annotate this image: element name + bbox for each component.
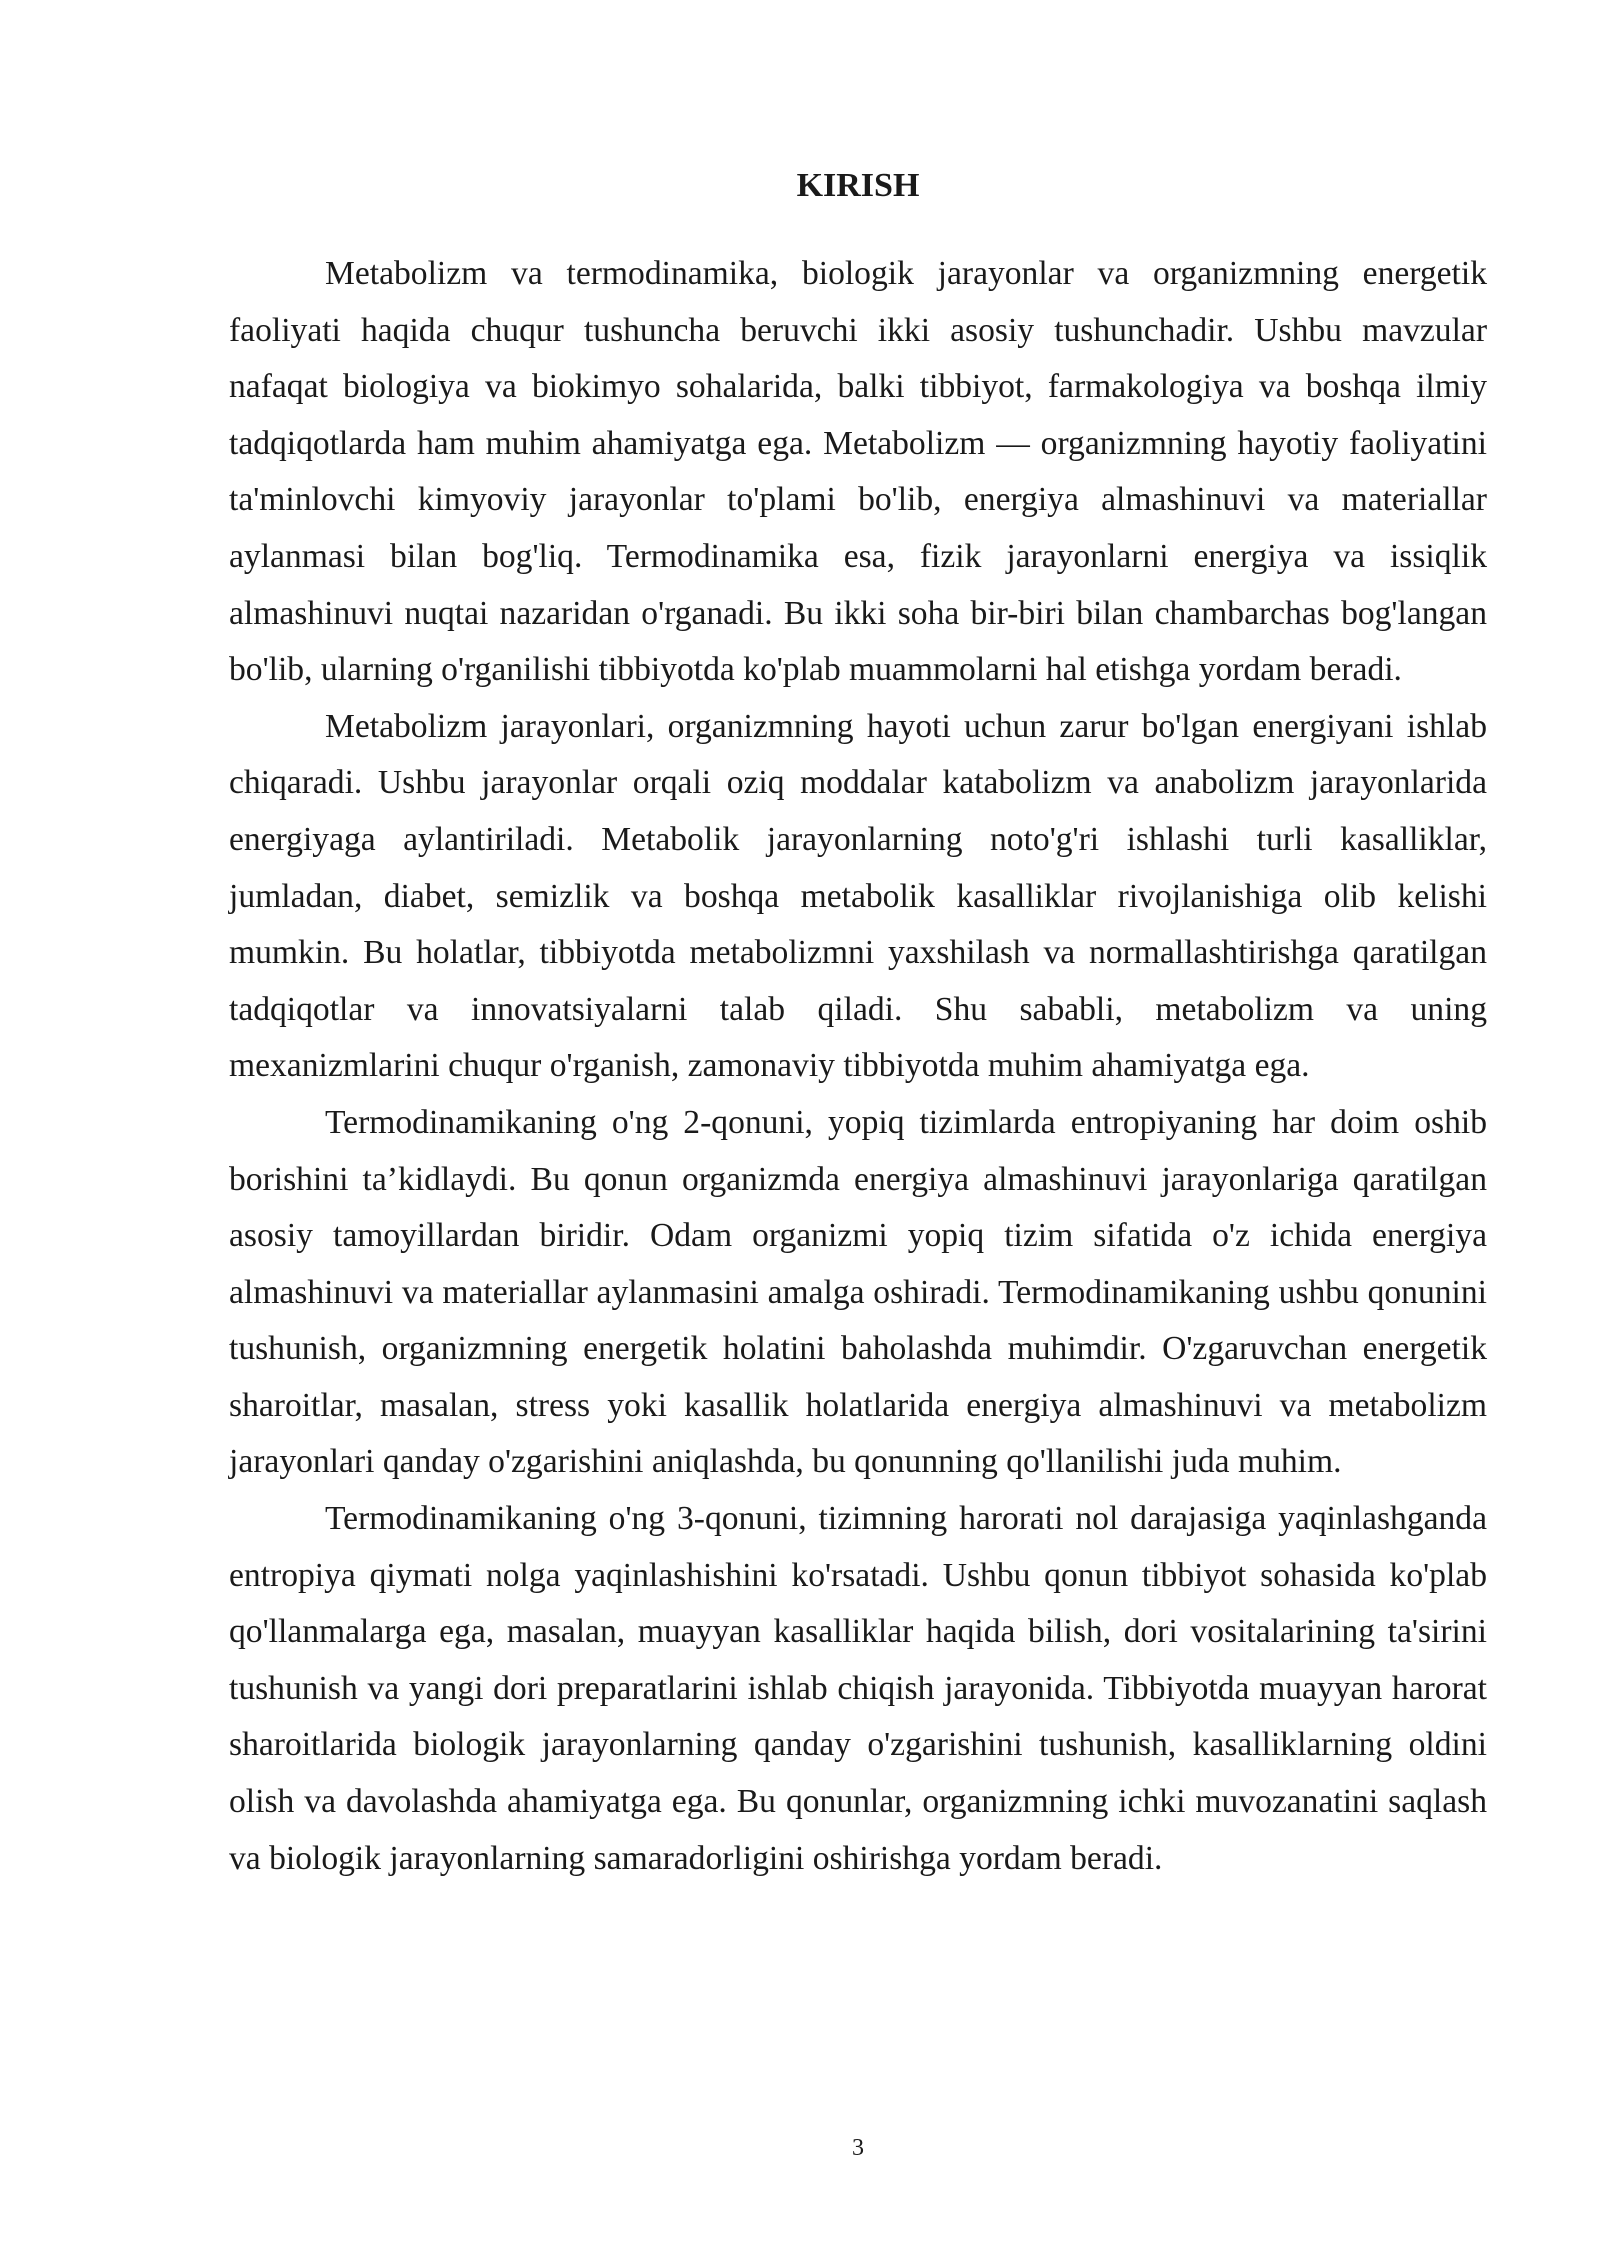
page-title: KIRISH <box>796 167 920 204</box>
paragraph-2: Metabolizm jarayonlari, organizmning hayoti uchun zarur bo'lgan energiyani ishlab chiqaradi. Ushbu jarayonlar orqali oziq moddalar katabolizm va anabolizm jarayonlarida energiyaga aylantiriladi. Metabolik jarayonlarning noto'g'ri ishlashi turli kasalliklar, jumladan, diabet, semizlik va boshqa metabolik kasalliklar rivojlanishiga olib kelishi mumkin. Bu holatlar, tibbiyotda metabolizmni yaxshilash va normallashtirishga qaratilgan tadqiqotlar va innovatsiyalarni talab qiladi. Shu sababli, metabolizm va uning mexanizmlarini chuqur o'rganish, zamonaviy tibbiyotda muhim ahamiyatga ega. <box>229 707 1487 1085</box>
paragraph-3: Termodinamikaning o'ng 2-qonuni, yopiq tizimlarda entropiyaning har doim oshib borishini ta’kidlaydi. Bu qonun organizmda energiya almashinuvi jarayonlariga qaratilgan asosiy tamoyillardan biridir. Odam organizmi yopiq tizim sifatida o'z ichida energiya almashinuvi va materiallar aylanmasini amalga oshiradi. Termodinamikaning ushbu qonunini tushunish, organizmning energetik holatini baholashda muhimdir. O'zgaruvchan energetik sharoitlar, masalan, stress yoki kasallik holatlarida energiya almashinuvi va metabolizm jarayonlari qanday o'zgarishini aniqlashda, bu qonunning qo'llanilishi juda muhim. <box>229 1103 1487 1481</box>
paragraph-4: Termodinamikaning o'ng 3-qonuni, tizimning harorati nol darajasiga yaqinlashganda entropiya qiymati nolga yaqinlashishini ko'rsatadi. Ushbu qonun tibbiyot sohasida ko'plab qo'llanmalarga ega, masalan, muayyan kasalliklar haqida bilish, dori vositalarining ta'sirini tushunish va yangi dori preparatlarini ishlab chiqish jarayonida. Tibbiyotda muayyan harorat sharoitlarida biologik jarayonlarning qanday o'zgarishini tushunish, kasalliklarning oldini olish va davolashda ahamiyatga ega. Bu qonunlar, organizmning ichki muvozanatini saqlash va biologik jarayonlarning samaradorligini oshirishga yordam beradi. <box>229 1500 1487 1877</box>
document-body <box>229 246 1487 1887</box>
paragraph-1: Metabolizm va termodinamika, biologik jarayonlar va organizmning energetik faoliyati haqida chuqur tushuncha beruvchi ikki asosiy tushunchadir. Ushbu mavzular nafaqat biologiya va biokimyo sohalarida, balki tibbiyot, farmakologiya va boshqa ilmiy tadqiqotlarda ham muhim ahamiyatga ega. Metabolizm — organizmning hayotiy faoliyatini ta'minlovchi kimyoviy jarayonlar to'plami bo'lib, energiya almashinuvi va materiallar aylanmasi bilan bog'liq. Termodinamika esa, fizik jarayonlarni energiya va issiqlik almashinuvi nuqtai nazaridan o'rganadi. Bu ikki soha bir-biri bilan chambarchas bog'langan bo'lib, ularning o'rganilishi tibbiyotda ko'plab muammolarni hal etishga yordam beradi. <box>229 255 1487 689</box>
page-number: 3 <box>852 2135 864 2161</box>
